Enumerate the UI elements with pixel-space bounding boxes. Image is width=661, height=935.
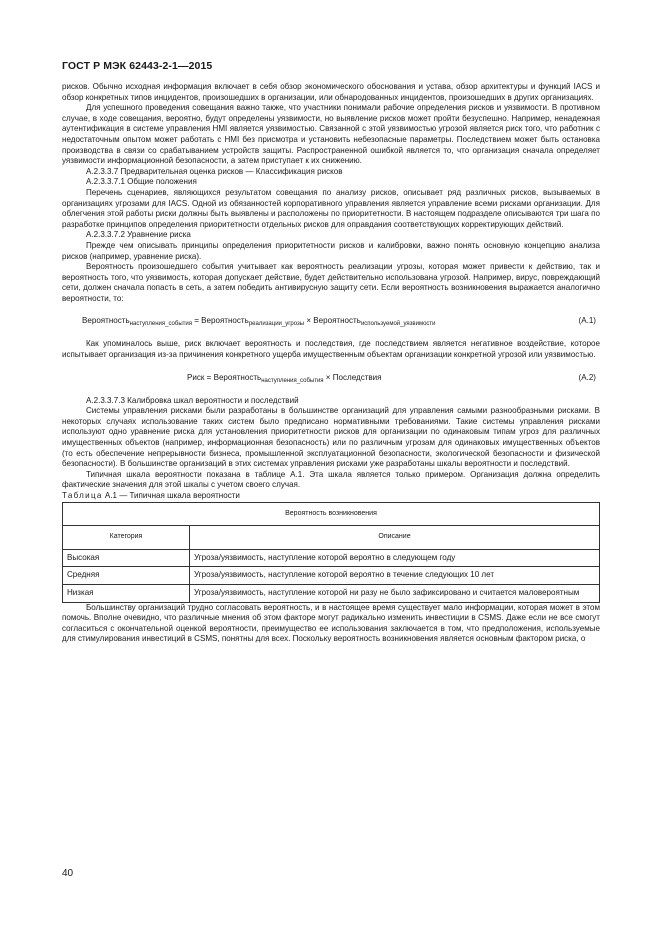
formula-a2 [62,373,600,384]
table-cell-category: Высокая [63,549,190,567]
paragraph: Типичная шкала вероятности показана в таблице A.1. Эта шкала является только примером. Организация должна определить фактические значения для этой шкалы с учетом своего случая. [62,469,600,490]
table-cell-category: Низкая [63,584,190,602]
formula-a1 [62,316,600,327]
page-number: 40 [62,868,74,879]
paragraph: A.2.3.3.7.2 Уравнение риска [86,230,191,240]
formula-a1-expression: Вероятность$_{наступления\_события}$ = Вероятность$_{реализации\_угрозы}$ × Вероятность$_{используемой\_уязвимости}$ [82,316,436,328]
paragraph: рисков. Обычно исходная информация включает в себя обзор экономического обоснования и устава, обзор архитектуры и функций IACS и обзор конкретных типов инцидентов, произошедших в организации, или обнародованных инцидентов, произошедших в других организациях. [62,82,600,102]
top-paragraphs [62,82,600,304]
formula-a1-number: (A.1) [578,316,596,326]
formula-a2-expression: Риск = Вероятность$_{наступления\_события}$ × Последствия [187,372,382,384]
formula-a2-number: (A.2) [578,372,596,382]
document-header: ГОСТ Р МЭК 62443-2-1—2015 [62,60,213,72]
table-cell-description: Угроза/уязвимость, наступление которой вероятно в течение следующих 10 лет [190,567,600,585]
table-row [63,567,600,585]
paragraph: Прежде чем описывать принципы определения приоритетности рисков и калибровки, важно понять основную концепцию анализа рисков (например, уравнение риска). [62,240,600,261]
paragraph: Для успешного проведения совещания важно также, что участники понимали рабочие определения рисков и уязвимости. В противном случае, в ходе совещания, вероятно, будут определены уязвимости, но выявление рисков может пройти безуспешно. Например, ненадежная аутентификация в системе управления HMI является уязвимостью. Связанной с этой уязвимостью угрозой является риск того, что работник с недостаточным опытом может работать с HMI без присмотра и установить небезопасные параметры. Последствием может быть остановка производства в связи со срабатыванием устройств защиты. Распространенной ошибкой является то, что организация сначала определяет уязвимости информационной безопасности, а затем приступает к их снижению. [62,103,600,166]
paragraph: A.2.3.3.7.3 Калибровка шкал вероятности и последствий [86,395,299,405]
paragraph: A.2.3.3.7.1 Общие положения [86,177,197,187]
paragraph: Как упоминалось выше, риск включает вероятность и последствия, где последствием является негативное воздействие, которое испытывает организация из-за причинения конкретного ущерба имущественным объектам организации конкретной угрозой или уязвимостью. [62,339,600,360]
table-cell-description: Угроза/уязвимость, наступление которой вероятно в следующем году [190,549,600,567]
table-row [63,549,600,567]
table-cell-description: Угроза/уязвимость, наступление которой ни разу не было зафиксировано и считается маловероятным [190,584,600,602]
paragraph: Системы управления рисками были разработаны в большинстве организаций для управления самыми разнообразными рисками. В некоторых случаях использование таких систем было предписано нормативными требованиями. Такие системы управления рисками используют одно уравнение риска для установления приоритетности рисков для организации по одинаковым типам угроз для различных имущественных объектов (например, информационная безопасность) или по различным угрозам для одинаковых имущественных объектов (то есть обеспечение непрерывности бизнеса, промышленной эксплуатационной безопасности, экологической безопасности и физической безопасности). В большинстве организаций в этих системах управления рисками уже разработаны шкалы вероятности и последствий. [62,406,600,469]
table-cell-category: Средняя [63,567,190,585]
paragraph: Вероятность произошедшего события учитывает как вероятность реализации угрозы, которая может привести к действию, так и вероятность того, что уязвимость, которая допускает действие, будет действительно использована угрозой. Например, вирус, повреждающий сети, должен сначала попасть в сеть, а затем победить антивирусную защиту сети. Если вероятность возникновения выражается аналогично вероятности, то: [62,262,600,303]
table-col-description: Описание [190,526,600,550]
table-group-header: Вероятность возникновения [63,502,600,526]
table-col-category: Категория [63,526,190,550]
paragraph: A.2.3.3.7 Предварительная оценка рисков — Классификация рисков [86,166,343,176]
table-row [63,584,600,602]
paragraph: Большинству организаций трудно согласовать вероятность, и в настоящее время существует мало информации, которая может в этом помочь. Вполне очевидно, что различные мнения об этом факторе могут радикально изменить инвестиции в CSMS. Даже если не все смогут согласиться с окончательной оценкой вероятности, преимущество ее использования заключается в том, что предположения, используемые для стимулирования инвестиций в CSMS, понятны для всех. Поскольку вероятность возникновения является основным фактором риска, о [62,602,600,644]
document-body [62,82,600,645]
probability-scale-table [62,502,600,603]
table-caption: Таблица A.1 — Типичная шкала вероятности [62,491,240,500]
bottom-paragraphs [62,396,600,491]
paragraph: Перечень сценариев, являющихся результатом совещания по анализу рисков, описывает ряд различных рисков, вызываемых в организациях угрозами для IACS. Одной из обязанностей корпоративного управления является управление всеми рисками организации. Для облегчения этой работы риски должны быть выявлены и расположены по приоритетности. В настоящем подразделе описываются три шага по разработке принципов определения приоритетности отдельных рисков для оправдания соответствующих корректирующих действий. [62,187,600,229]
